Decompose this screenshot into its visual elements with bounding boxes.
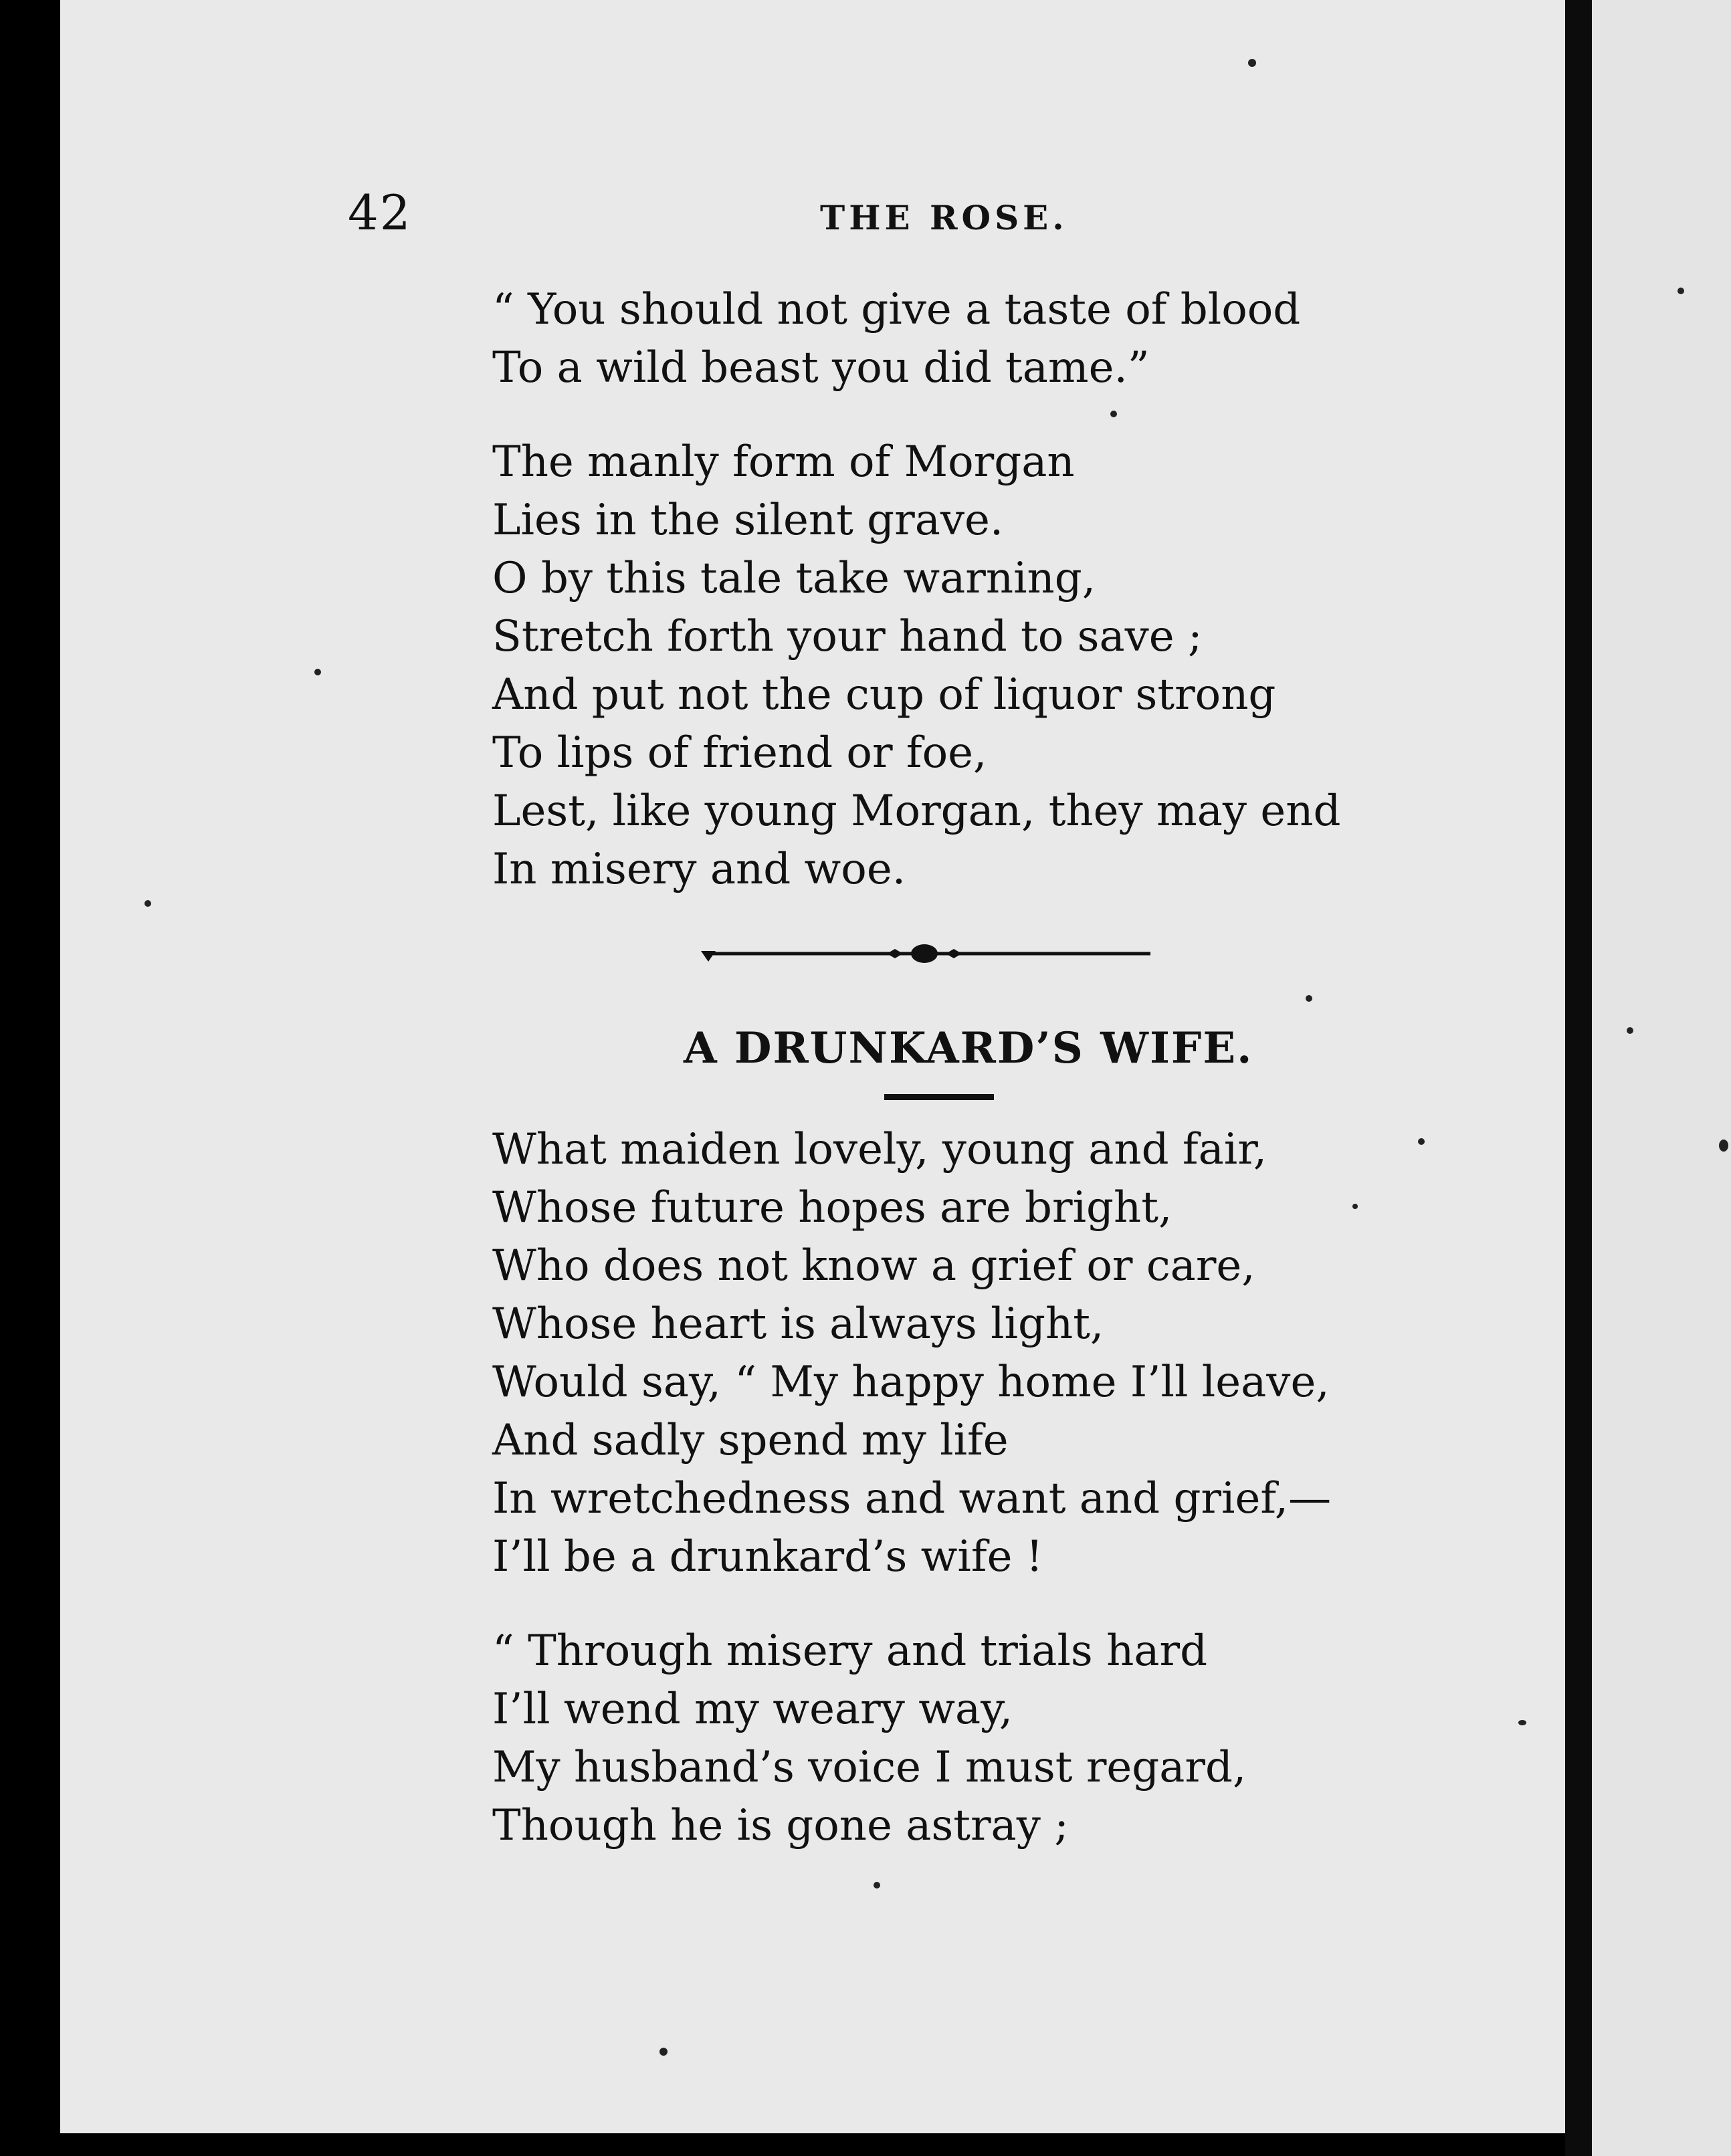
verse-line: Lies in the silent grave. bbox=[492, 496, 1004, 545]
poem-title: A DRUNKARD’S WIFE. bbox=[684, 1023, 1253, 1073]
verse-line: Who does not know a grief or care, bbox=[492, 1241, 1255, 1291]
scan-speck bbox=[1418, 1138, 1425, 1145]
verse-line: Though he is gone astray ; bbox=[492, 1801, 1069, 1850]
scan-speck bbox=[1306, 995, 1312, 1002]
scan-speck bbox=[1352, 1204, 1358, 1209]
scan-speck bbox=[144, 900, 151, 907]
scan-speck bbox=[314, 669, 321, 675]
stanza bbox=[492, 1622, 1246, 1855]
scan-speck bbox=[1518, 1720, 1526, 1725]
verse-line: And sadly spend my life bbox=[492, 1416, 1009, 1465]
scan-speck bbox=[1110, 411, 1117, 417]
scan-speck bbox=[1627, 1027, 1633, 1034]
book-page bbox=[60, 0, 1572, 2133]
verse-line: In wretchedness and want and grief,— bbox=[492, 1474, 1332, 1523]
verse-line: To lips of friend or foe, bbox=[492, 728, 987, 778]
verse-line: My husband’s voice I must regard, bbox=[492, 1743, 1247, 1792]
stanza bbox=[492, 1121, 1331, 1586]
facing-page-edge bbox=[1592, 0, 1731, 2156]
stanza bbox=[492, 433, 1340, 899]
verse-line: To a wild beast you did tame.” bbox=[492, 343, 1150, 393]
stanza bbox=[492, 281, 1300, 397]
verse-line: “ You should not give a taste of blood bbox=[492, 285, 1301, 334]
title-rule bbox=[884, 1094, 994, 1100]
verse-line: Stretch forth your hand to save ; bbox=[492, 612, 1203, 661]
book-gutter bbox=[1565, 0, 1593, 2156]
verse-line: I’ll be a drunkard’s wife ! bbox=[492, 1532, 1043, 1582]
scan-speck bbox=[874, 1882, 880, 1889]
scan-speck bbox=[659, 2048, 668, 2056]
verse-line: The manly form of Morgan bbox=[492, 437, 1075, 487]
verse-line: Lest, like young Morgan, they may end bbox=[492, 786, 1341, 836]
verse-line: And put not the cup of liquor strong bbox=[492, 670, 1276, 720]
verse-line: Whose heart is always light, bbox=[492, 1299, 1104, 1349]
verse-line: Whose future hopes are bright, bbox=[492, 1183, 1173, 1232]
verse-line: In misery and woe. bbox=[492, 845, 906, 894]
scan-speck bbox=[1677, 288, 1684, 294]
verse-line: What maiden lovely, young and fair, bbox=[492, 1125, 1267, 1174]
verse-line: “ Through misery and trials hard bbox=[492, 1626, 1208, 1676]
verse-line: Would say, “ My happy home I’ll leave, bbox=[492, 1358, 1330, 1407]
scan-speck bbox=[1248, 59, 1256, 67]
verse-line: I’ll wend my weary way, bbox=[492, 1685, 1013, 1734]
verse-line: O by this tale take warning, bbox=[492, 554, 1096, 603]
running-head: THE ROSE. bbox=[820, 198, 1068, 237]
ornamental-divider bbox=[701, 944, 1157, 966]
page-number: 42 bbox=[348, 185, 412, 241]
scan-speck bbox=[1719, 1140, 1728, 1152]
